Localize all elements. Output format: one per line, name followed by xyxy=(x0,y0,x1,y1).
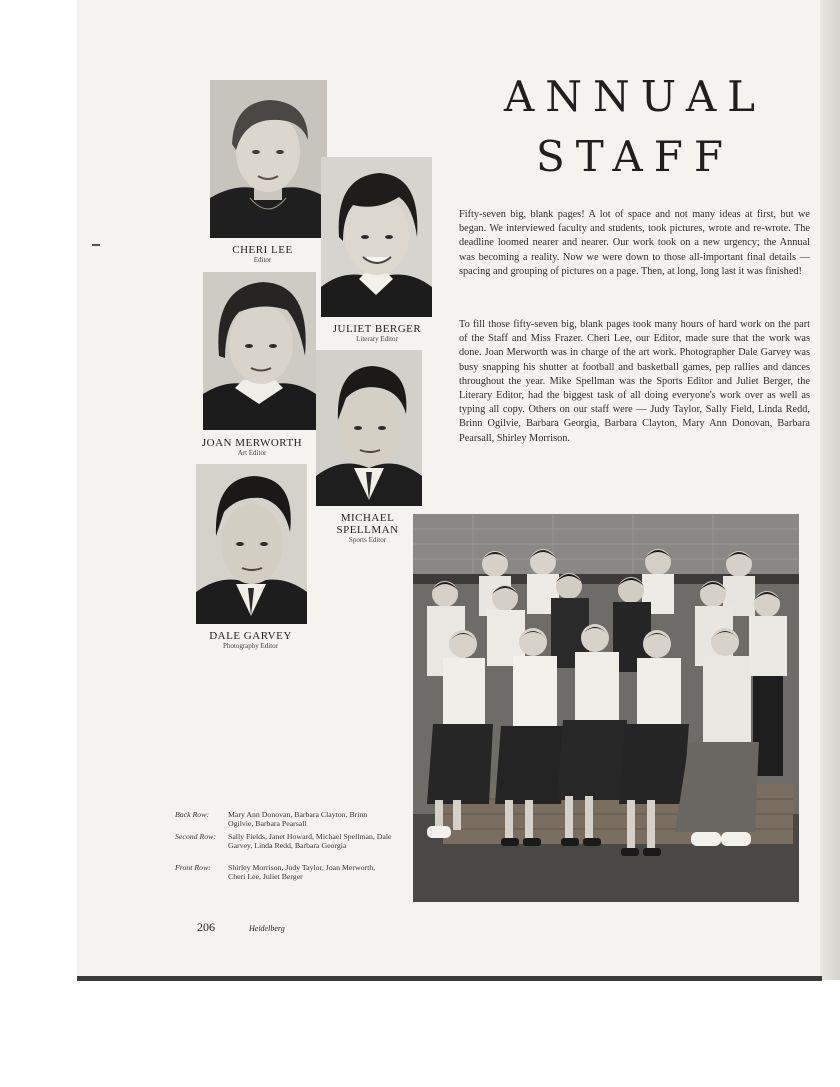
portrait-role: Art Editor xyxy=(237,449,267,457)
page-title-line-1: ANNUAL xyxy=(503,72,767,121)
caption-dale-garvey xyxy=(192,630,309,651)
row-label: Second Row: xyxy=(175,832,216,841)
body-paragraph-2: To fill those fifty-seven big, blank pages took many hours of hard work on the part of the Staff and Miss Frazer. Cheri Lee, our Editor, made sure that the work was done. Joan Merworth was in charge of the art work. Photographer Dale Garvey was busy snapping his shutter at football and basketball games, pep rallies and dances throughout the year. Mike Spellman was the Sports Editor and Juliet Berger, the Literary Editor, had the biggest task of all doing everyone's work over as well as typing all copy. Others on our staff were — Judy Taylor, Sally Field, Linda Redd, Brinn Ogilvie, Barbara Georgia, Barbara Clayton, Mary Ann Donovan, Barbara Pearsall, Shirley Morrison. xyxy=(459,319,810,444)
row-names: Sally Fields, Janet Howard, Michael Spellman, Dale Garvey, Linda Redd, Barbara Georgia xyxy=(228,832,392,851)
portrait-cheri-lee xyxy=(210,80,327,238)
row-label: Front Row: xyxy=(175,863,211,872)
staff-group-photo xyxy=(413,514,799,902)
portrait-role: Editor xyxy=(253,256,272,264)
portrait-name-line-2: SPELLMAN xyxy=(336,524,399,536)
portrait-name: CHERI LEE xyxy=(232,244,293,256)
portrait-joan-merworth xyxy=(203,272,316,430)
portrait-name: DALE GARVEY xyxy=(209,630,292,642)
caption-joan-merworth xyxy=(196,437,308,458)
page-number: 206 xyxy=(197,920,215,934)
portrait-role: Literary Editor xyxy=(356,335,398,343)
page-gutter-shadow xyxy=(820,0,840,980)
body-paragraph-1: Fifty-seven big, blank pages! A lot of space and not many ideas at first, but we began. We interviewed faculty and students, took pictures, wrote and re-wrote. The deadline loomed nearer and nearer. Our work took on a new urgency; the Annual was becoming a reality. Now we were down to those all-important final details — spacing and grouping of pictures on a page. Then, at long, long last it was finished! xyxy=(459,209,810,277)
page-bottom-edge xyxy=(77,976,822,981)
scan-mark xyxy=(92,244,100,246)
portrait-juliet-berger xyxy=(321,157,432,317)
caption-cheri-lee xyxy=(210,244,315,265)
portrait-name-line-1: MICHAEL xyxy=(340,512,395,524)
page-title-line-2: STAFF xyxy=(535,132,735,181)
portrait-name: JULIET BERGER xyxy=(332,323,422,335)
group-caption-second-row xyxy=(175,832,405,850)
group-caption-front-row xyxy=(175,863,405,881)
scan-margin xyxy=(0,0,77,1087)
portrait-role: Sports Editor xyxy=(348,536,387,544)
caption-michael-spellman xyxy=(320,512,415,545)
group-caption-back-row xyxy=(175,810,405,828)
row-names: Shirley Morrison, Judy Taylor, Joan Merworth, Cheri Lee, Juliet Berger xyxy=(228,863,376,882)
portrait-name: JOAN MERWORTH xyxy=(201,437,303,449)
row-label: Back Row: xyxy=(175,810,209,819)
row-names: Mary Ann Donovan, Barbara Clayton, Brinn Ogilvie, Barbara Pearsall xyxy=(228,810,368,829)
portrait-dale-garvey xyxy=(196,464,307,624)
publication-name: Heidelberg xyxy=(249,924,285,933)
caption-juliet-berger xyxy=(322,323,432,344)
portrait-michael-spellman xyxy=(316,350,422,506)
portrait-role: Photography Editor xyxy=(222,642,279,650)
